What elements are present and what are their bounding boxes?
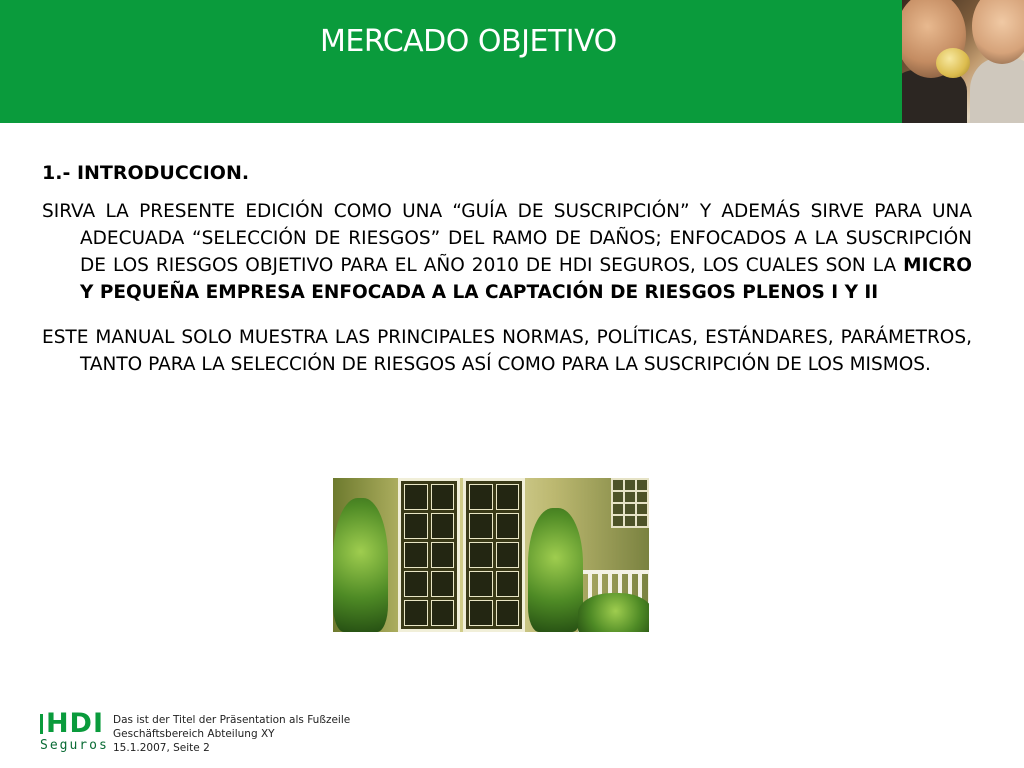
seguros-logo-text: Seguros xyxy=(40,738,109,753)
intro-paragraph-text: SIRVA LA PRESENTE EDICIÓN COMO UNA “GUÍA DE SUSCRIPCIÓN” Y ADEMÁS SIRVE PARA UNA ADECUADA “SELECCIÓN DE RIESGOS” DEL RAMO DE DAÑOS; ENFOCADOS A LA SUSCRIPCIÓN DE LOS RIESGOS OBJETIVO PARA EL AÑO 2010 DE HDI SEGUROS, LOS CUALES SON LA xyxy=(42,201,972,276)
section-heading: 1.- INTRODUCCION. xyxy=(42,162,250,184)
footer-department: Geschäftsbereich Abteilung XY xyxy=(113,728,275,740)
footer-text xyxy=(113,713,350,755)
manual-paragraph: ESTE MANUAL SOLO MUESTRA LAS PRINCIPALES NORMAS, POLÍTICAS, ESTÁNDARES, PARÁMETROS, TANTO PARA LA SELECCIÓN DE RIESGOS ASÍ COMO PARA LA SUSCRIPCIÓN DE LOS MISMOS. xyxy=(42,327,972,375)
house-entrance-image xyxy=(333,478,649,632)
bush-left xyxy=(333,498,388,632)
intro-paragraph-bold: MICRO Y PEQUEÑA EMPRESA ENFOCADA A LA CAPTACIÓN DE RIESGOS PLENOS I Y II xyxy=(80,255,972,303)
bush-right xyxy=(528,508,583,632)
footer-date-page: 15.1.2007, Seite 2 xyxy=(113,742,210,754)
window xyxy=(611,478,649,528)
slide-content xyxy=(42,160,972,378)
intro-paragraph xyxy=(42,198,972,306)
door-right xyxy=(463,478,525,632)
door-left xyxy=(398,478,460,632)
header-photo-people xyxy=(902,0,1024,123)
hdi-logo-text: HDI xyxy=(45,708,104,739)
bush-front xyxy=(578,593,649,632)
footer-title: Das ist der Titel der Präsentation als Fußzeile xyxy=(113,714,351,726)
hdi-logo xyxy=(40,708,109,753)
header-bar xyxy=(0,0,902,123)
slide-title: MERCADO OBJETIVO xyxy=(320,24,617,59)
